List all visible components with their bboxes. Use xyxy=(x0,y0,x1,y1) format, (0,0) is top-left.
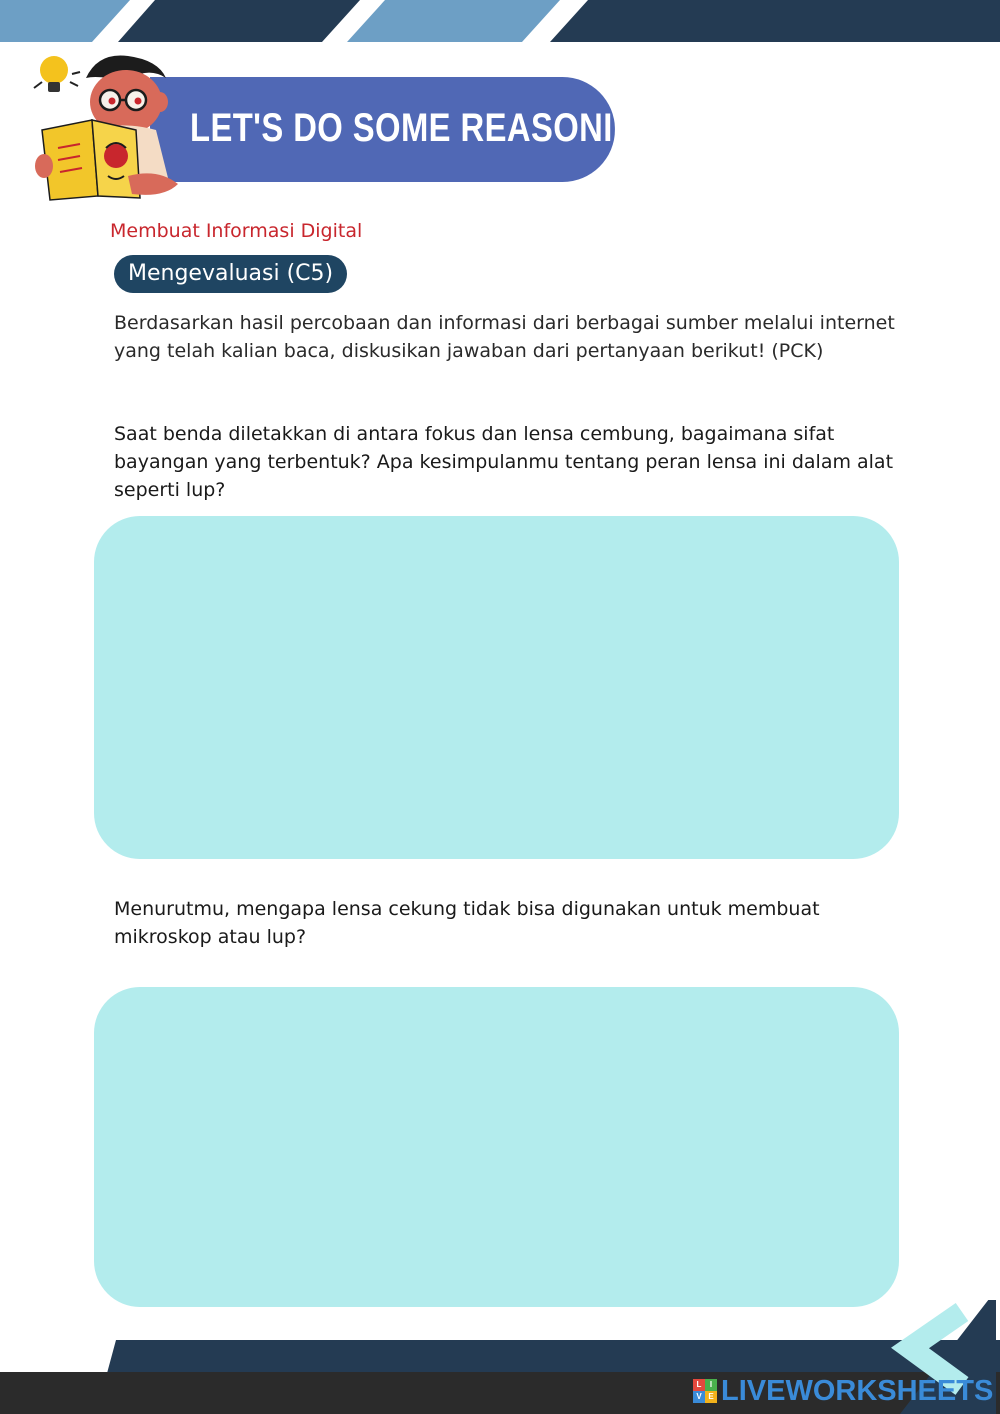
section-subtitle: Membuat Informasi Digital xyxy=(110,220,363,242)
logo-letter-i: I xyxy=(705,1379,717,1391)
liveworksheets-logo-icon xyxy=(693,1379,717,1403)
instruction-text: Berdasarkan hasil percobaan dan informasi dari berbagai sumber melalui internet yang telah kalian baca, diskusikan jawaban dari pertanyaan berikut! (PCK) xyxy=(114,312,895,362)
level-badge: Mengevaluasi (C5) xyxy=(114,255,347,293)
answer-box-1[interactable] xyxy=(94,516,899,859)
lightbulb-icon xyxy=(34,56,80,92)
question-2-text: Menurutmu, mengapa lensa cekung tidak bisa digunakan untuk membuat mikroskop atau lup? xyxy=(114,898,820,948)
logo-letter-v: V xyxy=(693,1391,705,1403)
top-stripe-band xyxy=(0,0,1000,42)
answer-box-2[interactable] xyxy=(94,987,899,1307)
brand-name: LIVEWORKSHEETS xyxy=(721,1375,994,1407)
liveworksheets-brand xyxy=(693,1373,993,1409)
logo-letter-l: L xyxy=(693,1379,705,1391)
question-1-text: Saat benda diletakkan di antara fokus dan lensa cembung, bagaimana sifat bayangan yang terbentuk? Apa kesimpulanmu tentang peran lensa ini dalam alat seperti lup? xyxy=(114,423,894,501)
reading-boy-illustration xyxy=(28,48,188,208)
page-title: LET'S DO SOME REASONING xyxy=(190,106,663,150)
logo-letter-e: E xyxy=(705,1391,717,1403)
